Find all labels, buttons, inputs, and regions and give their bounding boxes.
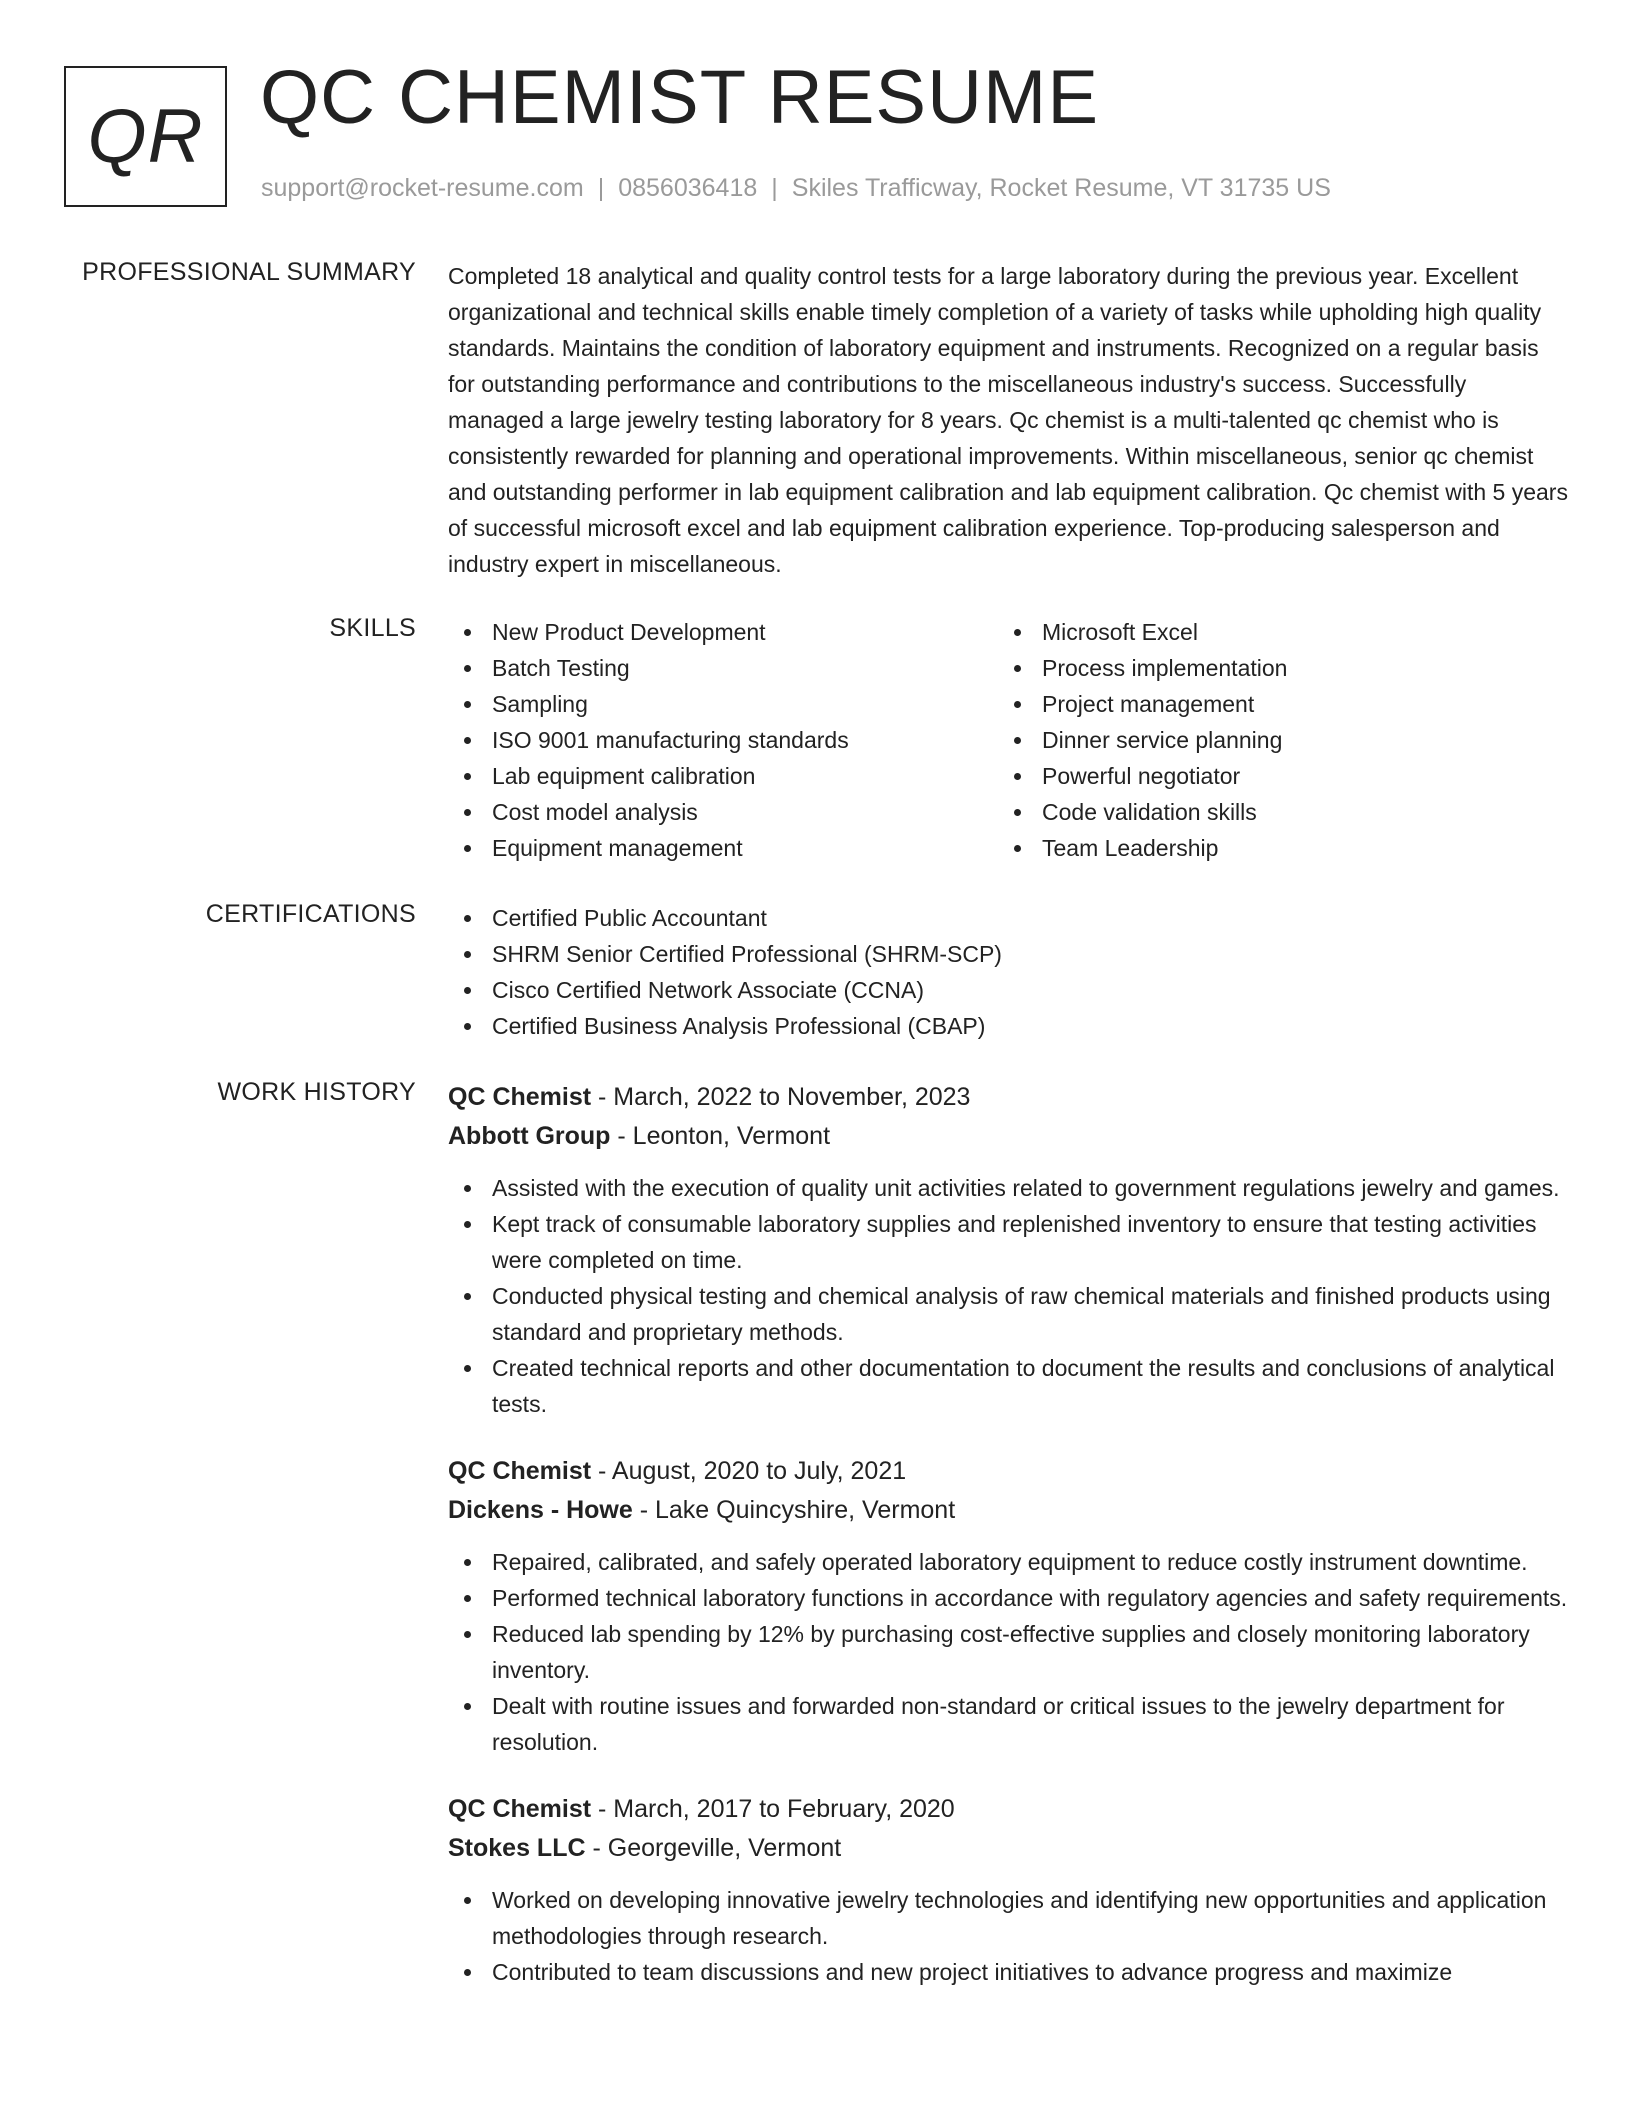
contact-address: Skiles Trafficway, Rocket Resume, VT 31735 US <box>791 174 1331 202</box>
contact-phone: 0856036418 <box>618 174 758 202</box>
certification-item: SHRM Senior Certified Professional (SHRM-SCP) <box>448 936 1568 972</box>
skills-body <box>448 614 1568 866</box>
skills-list-left <box>448 614 998 866</box>
skill-item: Powerful negotiator <box>998 758 1548 794</box>
certification-item: Cisco Certified Network Associate (CCNA) <box>448 972 1568 1008</box>
skill-item: New Product Development <box>448 614 998 650</box>
skill-item: Project management <box>998 686 1548 722</box>
job-entry <box>448 1452 1568 1760</box>
certifications-body <box>448 900 1568 1044</box>
skill-item: Cost model analysis <box>448 794 998 830</box>
certifications-heading: CERTIFICATIONS <box>205 900 416 928</box>
skill-item: Dinner service planning <box>998 722 1548 758</box>
job-title: QC Chemist <box>448 1795 592 1823</box>
job-title: QC Chemist <box>448 1457 592 1485</box>
certification-item: Certified Business Analysis Professional (CBAP) <box>448 1008 1568 1044</box>
job-entry <box>448 1790 1568 1990</box>
job-duty: Contributed to team discussions and new project initiatives to advance progress and maximize <box>448 1954 1568 1990</box>
skill-item: Team Leadership <box>998 830 1548 866</box>
summary-heading: PROFESSIONAL SUMMARY <box>82 258 416 286</box>
job-duty: Assisted with the execution of quality unit activities related to government regulations jewelry and games. <box>448 1170 1568 1206</box>
skills-list-right <box>998 614 1548 866</box>
job-duties-list <box>448 1170 1568 1422</box>
job-title-line <box>448 1452 1568 1491</box>
job-duty: Kept track of consumable laboratory supplies and replenished inventory to ensure that testing activities were completed on time. <box>448 1206 1568 1278</box>
job-entry <box>448 1078 1568 1422</box>
job-duties-list <box>448 1882 1568 1990</box>
contact-email: support@rocket-resume.com <box>261 174 584 202</box>
job-company-line <box>448 1829 1568 1868</box>
job-duty: Conducted physical testing and chemical analysis of raw chemical materials and finished products using standard and proprietary methods. <box>448 1278 1568 1350</box>
monogram-initials: QR <box>87 94 204 179</box>
job-location: - Leonton, Vermont <box>610 1122 831 1150</box>
skill-item: ISO 9001 manufacturing standards <box>448 722 998 758</box>
skills-heading: SKILLS <box>329 614 416 642</box>
job-duty: Dealt with routine issues and forwarded non-standard or critical issues to the jewelry department for resolution. <box>448 1688 1568 1760</box>
contact-separator: | <box>771 174 778 202</box>
job-title: QC Chemist <box>448 1083 592 1111</box>
job-company: Dickens - Howe <box>448 1496 633 1524</box>
skill-item: Batch Testing <box>448 650 998 686</box>
job-company: Abbott Group <box>448 1122 611 1150</box>
job-dates: - August, 2020 to July, 2021 <box>591 1457 907 1485</box>
job-title-line <box>448 1790 1568 1829</box>
work-history-body <box>448 1078 1568 2020</box>
certifications-list <box>448 900 1568 1044</box>
skill-item: Sampling <box>448 686 998 722</box>
job-title-line <box>448 1078 1568 1117</box>
job-company: Stokes LLC <box>448 1834 586 1862</box>
job-location: - Lake Quincyshire, Vermont <box>632 1496 956 1524</box>
skill-item: Process implementation <box>998 650 1548 686</box>
contact-separator: | <box>597 174 605 202</box>
monogram-badge <box>64 66 227 207</box>
skill-item: Lab equipment calibration <box>448 758 998 794</box>
skill-item: Code validation skills <box>998 794 1548 830</box>
job-duty: Performed technical laboratory functions in accordance with regulatory agencies and safety requirements. <box>448 1580 1568 1616</box>
job-duty: Worked on developing innovative jewelry technologies and identifying new opportunities and application methodologies through research. <box>448 1882 1568 1954</box>
work-history-heading: WORK HISTORY <box>217 1078 416 1106</box>
resume-title: QC CHEMIST RESUME <box>260 55 1100 140</box>
job-duty: Created technical reports and other documentation to document the results and conclusions of analytical tests. <box>448 1350 1568 1422</box>
skill-item: Microsoft Excel <box>998 614 1548 650</box>
skill-item: Equipment management <box>448 830 998 866</box>
job-dates: - March, 2022 to November, 2023 <box>591 1083 971 1111</box>
job-location: - Georgeville, Vermont <box>585 1834 842 1862</box>
job-dates: - March, 2017 to February, 2020 <box>591 1795 955 1823</box>
summary-body <box>448 258 1568 582</box>
job-duty: Reduced lab spending by 12% by purchasing cost-effective supplies and closely monitoring laboratory inventory. <box>448 1616 1568 1688</box>
job-company-line <box>448 1491 1568 1530</box>
contact-line <box>261 174 1331 203</box>
job-duty: Repaired, calibrated, and safely operated laboratory equipment to reduce costly instrument downtime. <box>448 1544 1568 1580</box>
certification-item: Certified Public Accountant <box>448 900 1568 936</box>
summary-text: Completed 18 analytical and quality control tests for a large laboratory during the previous year. Excellent organizational and technical skills enable timely completion of a variety of tasks while upholding high quality standards. Maintains the condition of laboratory equipment and instruments. Recognized on a regular basis for outstanding performance and contributions to the miscellaneous industry's success. Successfully managed a large jewelry testing laboratory for 8 years. Qc chemist is a multi-talented qc chemist who is consistently rewarded for planning and operational improvements. Within miscellaneous, senior qc chemist and outstanding performer in lab equipment calibration and lab equipment calibration. Qc chemist with 5 years of successful microsoft excel and lab equipment calibration experience. Top-producing salesperson and industry expert in miscellaneous. <box>448 263 1568 577</box>
job-company-line <box>448 1117 1568 1156</box>
job-duties-list <box>448 1544 1568 1760</box>
skills-grid <box>448 614 1568 866</box>
